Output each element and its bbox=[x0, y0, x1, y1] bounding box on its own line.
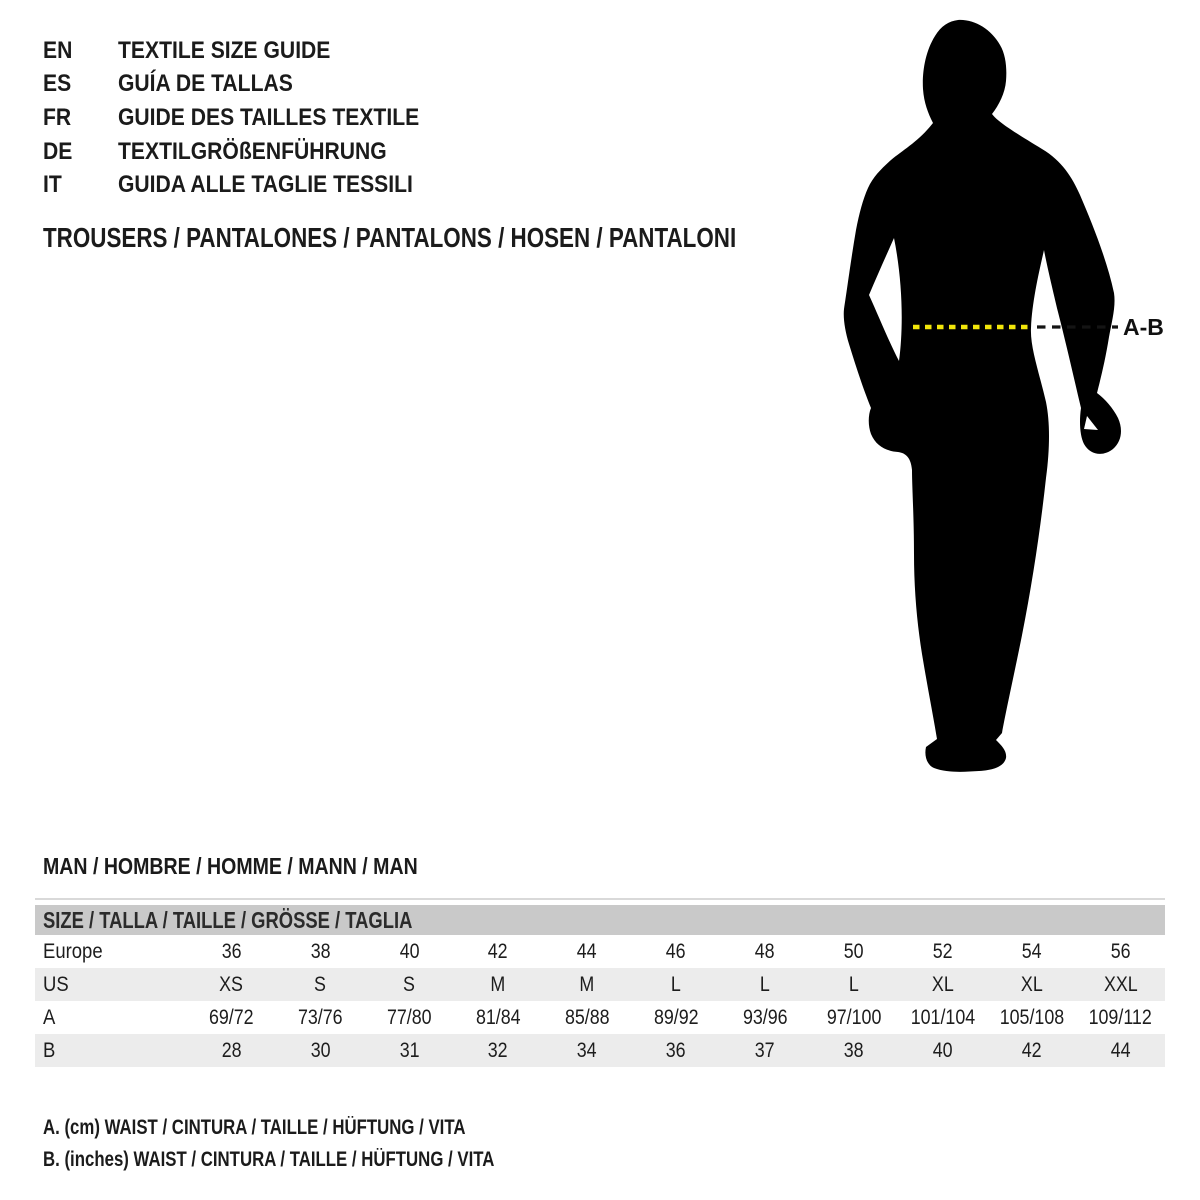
size-value: 109/112 bbox=[1088, 1005, 1153, 1029]
category-title: TROUSERS / PANTALONES / PANTALONS / HOSEN / PANTALONI bbox=[43, 222, 737, 253]
language-code: ES bbox=[43, 70, 72, 98]
table-cell bbox=[1076, 935, 1165, 968]
man-silhouette-figure bbox=[840, 10, 1170, 780]
section-title: MAN / HOMBRE / HOMME / MANN / MAN bbox=[43, 853, 418, 879]
size-value: XL bbox=[1020, 972, 1043, 996]
table-cell bbox=[632, 1034, 721, 1067]
table-cell bbox=[632, 968, 721, 1001]
size-value: 32 bbox=[488, 1038, 509, 1062]
size-value: XS bbox=[219, 972, 244, 996]
size-value: 44 bbox=[577, 939, 597, 963]
man-silhouette bbox=[844, 20, 1121, 772]
size-value: XL bbox=[931, 972, 954, 996]
table-cell bbox=[898, 935, 987, 968]
row-label: B bbox=[43, 1038, 56, 1062]
language-guide-item bbox=[43, 168, 460, 202]
table-cell bbox=[809, 935, 898, 968]
size-value: 36 bbox=[221, 939, 242, 963]
size-value: 77/80 bbox=[386, 1005, 432, 1029]
size-value: 93/96 bbox=[742, 1005, 788, 1029]
language-title: TEXTILGRÖßENFÜHRUNG bbox=[118, 137, 387, 165]
table-cell bbox=[276, 1034, 365, 1067]
size-value: 38 bbox=[310, 939, 331, 963]
size-value: L bbox=[759, 972, 770, 996]
table-cell bbox=[1076, 1001, 1165, 1034]
size-value: 38 bbox=[843, 1038, 864, 1062]
size-value: M bbox=[579, 972, 595, 996]
table-cell bbox=[454, 968, 543, 1001]
table-cell bbox=[365, 1034, 454, 1067]
table-row bbox=[35, 935, 1165, 968]
size-value: M bbox=[490, 972, 506, 996]
size-value: S bbox=[403, 972, 416, 996]
table-cell bbox=[454, 1034, 543, 1067]
size-value: 101/104 bbox=[910, 1005, 975, 1029]
language-code: DE bbox=[43, 137, 73, 165]
table-cell bbox=[187, 935, 276, 968]
size-value: 31 bbox=[399, 1038, 420, 1062]
size-value: 54 bbox=[1021, 939, 1042, 963]
size-value: 40 bbox=[932, 1038, 953, 1062]
table-cell bbox=[187, 968, 276, 1001]
table-cell bbox=[987, 935, 1076, 968]
table-cell bbox=[720, 1034, 809, 1067]
table-cell bbox=[809, 1001, 898, 1034]
size-value: 81/84 bbox=[475, 1005, 521, 1029]
language-title: GUIDA ALLE TAGLIE TESSILI bbox=[118, 171, 413, 199]
table-cell bbox=[632, 1001, 721, 1034]
size-value: L bbox=[671, 972, 681, 996]
footnotes bbox=[43, 1112, 607, 1175]
size-value: 34 bbox=[577, 1038, 597, 1062]
size-value: 85/88 bbox=[564, 1005, 610, 1029]
size-value: 105/108 bbox=[999, 1005, 1064, 1029]
table-cell bbox=[276, 1001, 365, 1034]
language-code: FR bbox=[43, 103, 72, 131]
row-label: Europe bbox=[43, 939, 103, 963]
size-value: S bbox=[314, 972, 327, 996]
row-label: US bbox=[43, 972, 69, 996]
row-label-cell bbox=[35, 968, 187, 1001]
table-cell bbox=[987, 1034, 1076, 1067]
size-value: 97/100 bbox=[826, 1005, 882, 1029]
size-table-body bbox=[35, 935, 1165, 1067]
table-row bbox=[35, 1034, 1165, 1067]
size-value: 42 bbox=[488, 939, 509, 963]
table-top-rule bbox=[35, 898, 1165, 900]
table-cell bbox=[898, 1034, 987, 1067]
size-value: L bbox=[848, 972, 859, 996]
table-cell bbox=[543, 968, 632, 1001]
size-value: 42 bbox=[1021, 1038, 1042, 1062]
row-label-cell bbox=[35, 935, 187, 968]
size-value: 28 bbox=[221, 1038, 242, 1062]
table-cell bbox=[543, 1001, 632, 1034]
table-cell bbox=[720, 1001, 809, 1034]
size-value: 40 bbox=[399, 939, 420, 963]
row-label-cell bbox=[35, 1034, 187, 1067]
table-cell bbox=[365, 935, 454, 968]
table-cell bbox=[898, 1001, 987, 1034]
table-cell bbox=[543, 935, 632, 968]
size-value: 44 bbox=[1110, 1038, 1131, 1062]
table-cell bbox=[809, 1034, 898, 1067]
size-value: 36 bbox=[666, 1038, 686, 1062]
table-cell bbox=[543, 1034, 632, 1067]
table-cell bbox=[632, 935, 721, 968]
size-value: 52 bbox=[932, 939, 953, 963]
language-guide-list bbox=[43, 34, 460, 202]
size-value: 89/92 bbox=[653, 1005, 699, 1029]
size-value: 69/72 bbox=[209, 1005, 254, 1029]
size-value: 73/76 bbox=[298, 1005, 343, 1029]
table-cell bbox=[276, 968, 365, 1001]
table-cell bbox=[454, 935, 543, 968]
table-cell bbox=[809, 968, 898, 1001]
size-table-container bbox=[35, 898, 1165, 1067]
size-value: XXL bbox=[1103, 972, 1138, 996]
table-row bbox=[35, 1001, 1165, 1034]
language-guide-item bbox=[43, 34, 460, 68]
table-cell bbox=[454, 1001, 543, 1034]
size-value: 30 bbox=[310, 1038, 331, 1062]
table-cell bbox=[276, 935, 365, 968]
table-cell bbox=[987, 1001, 1076, 1034]
table-cell bbox=[187, 1034, 276, 1067]
language-guide-item bbox=[43, 101, 460, 135]
footnote-cm: A. (cm) WAIST / CINTURA / TAILLE / HÜFTUNG / VITA bbox=[43, 1116, 466, 1139]
row-label: A bbox=[43, 1005, 56, 1029]
language-guide-item bbox=[43, 68, 460, 102]
language-title: GUÍA DE TALLAS bbox=[118, 70, 293, 98]
table-cell bbox=[1076, 968, 1165, 1001]
footnote-inches: B. (inches) WAIST / CINTURA / TAILLE / HÜFTUNG / VITA bbox=[43, 1147, 495, 1171]
size-value: 37 bbox=[754, 1038, 775, 1062]
row-label-cell bbox=[35, 1001, 187, 1034]
language-code: IT bbox=[43, 171, 62, 199]
table-cell bbox=[1076, 1034, 1165, 1067]
size-table bbox=[35, 905, 1165, 1067]
size-value: 56 bbox=[1110, 939, 1131, 963]
size-value: 50 bbox=[843, 939, 864, 963]
table-cell bbox=[365, 1001, 454, 1034]
language-guide-item bbox=[43, 135, 460, 169]
table-row bbox=[35, 968, 1165, 1001]
measure-label: A-B bbox=[1123, 314, 1164, 340]
language-title: TEXTILE SIZE GUIDE bbox=[118, 36, 331, 64]
table-cell bbox=[187, 1001, 276, 1034]
size-table-header-label: SIZE / TALLA / TAILLE / GRÖSSE / TAGLIA bbox=[43, 906, 413, 933]
size-value: 46 bbox=[666, 939, 686, 963]
table-cell bbox=[898, 968, 987, 1001]
table-cell bbox=[365, 968, 454, 1001]
table-cell bbox=[720, 935, 809, 968]
table-cell bbox=[720, 968, 809, 1001]
language-title: GUIDE DES TAILLES TEXTILE bbox=[118, 103, 420, 131]
table-cell bbox=[987, 968, 1076, 1001]
size-value: 48 bbox=[754, 939, 775, 963]
size-table-header-row bbox=[35, 905, 1165, 935]
language-code: EN bbox=[43, 36, 73, 64]
